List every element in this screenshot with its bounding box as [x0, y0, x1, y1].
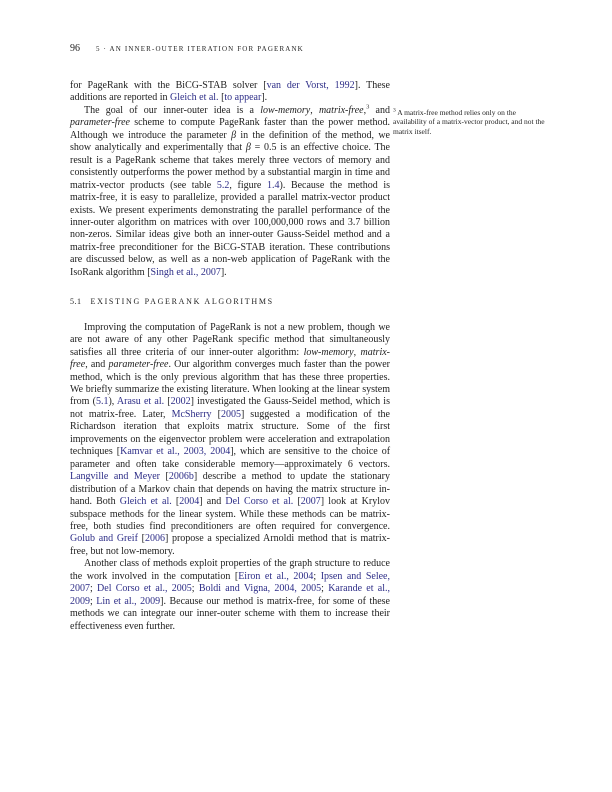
body-text: ), [108, 396, 117, 408]
body-text: ; [90, 595, 97, 607]
section-title: EXISTING PAGERANK ALGORITHMS [90, 297, 274, 307]
body-text: ] propose a specialized Arnoldi method that is matrix-free, but not low-memory. [70, 533, 390, 557]
citation-link[interactable]: 2004 [179, 496, 200, 508]
emphasis-text: matrix-free [318, 104, 364, 116]
emphasis-text: low-memory [260, 104, 311, 116]
emphasis-text: β [245, 142, 251, 154]
page-header [70, 38, 304, 56]
citation-link[interactable]: Lin et al., 2009 [96, 595, 161, 607]
body-text: , figure [229, 179, 267, 191]
citation-link[interactable]: 1.4 [267, 179, 280, 191]
body-text: , [363, 104, 367, 116]
citation-link[interactable]: Kamvar et al., 2003, 2004 [120, 446, 231, 458]
section-heading [70, 296, 390, 308]
body-text: for PageRank with the BiCG-STAB solver [ [70, 80, 267, 91]
emphasis-text: matrix-free [70, 346, 390, 371]
body-text: ]. Because our method is matrix-free, for some of these methods we can integrate our inner-outer scheme with them to increase their effectiveness even further. [70, 595, 390, 632]
body-text: ]. [261, 92, 268, 104]
body-text: ] suggested a modification of the Richardson iteration that exploits matrix structure. Some of the first improvements on the eigenvector problem were acceleration and extrapolation techniques [ [70, 408, 390, 458]
body-text: ] look at Krylov subspace methods for the linear system. While these methods can be matrix-free, both studies find preconditioners are often required for convergence. [70, 496, 390, 532]
emphasis-text: parameter-free [70, 117, 130, 129]
citation-link[interactable]: Ipsen and Selee, 2007 [70, 570, 390, 595]
body-text: The goal of our inner-outer idea is a [84, 104, 261, 116]
body-text: ]. [220, 266, 227, 278]
body-text: , and [85, 359, 109, 371]
body-text: ] describe a method to update the stationary distribution of a Markov chain that depends on having the matrix structure in-hand. Both [70, 471, 390, 508]
body-text: Improving the computation of PageRank is not a new problem, though we are not aware of any other PageRank specific method that simultaneously satisfies all three criteria of our inner-outer algorithm: [70, 321, 390, 358]
emphasis-text: parameter-free [108, 359, 169, 371]
citation-link[interactable]: to appear [224, 92, 262, 104]
body-text: [ [159, 471, 169, 483]
body-text: , [353, 346, 361, 358]
citation-link[interactable]: Del Corso et al. [225, 496, 294, 508]
footnote-marker: 3 [366, 103, 370, 111]
citation-link[interactable]: Singh et al., 2007 [150, 266, 221, 278]
body-text: [ [218, 92, 225, 104]
citation-link[interactable]: 2006 [144, 533, 165, 545]
citation-link[interactable]: Boldi and Vigna, 2004, 2005 [198, 583, 322, 595]
body-text: Another class of methods exploit properties of the graph structure to reduce the work involved in the computation [ [70, 558, 390, 582]
body-text: , [310, 104, 319, 116]
paragraph-intro-continuation [70, 80, 390, 105]
citation-link[interactable]: 5.1 [95, 396, 109, 408]
citation-link[interactable]: Golub and Greif [70, 533, 138, 545]
body-text: A matrix-free method relies only on the availability of a matrix-vector product, and not the matrix itself. [393, 108, 545, 136]
citation-link[interactable]: Del Corso et al., 2005 [97, 583, 192, 595]
emphasis-text: β [231, 129, 237, 141]
body-text: [ [164, 396, 171, 408]
citation-link[interactable]: McSherry [171, 408, 212, 420]
body-text: and [369, 104, 390, 116]
section-number: 5.1 [70, 297, 82, 307]
body-text: [ [293, 496, 301, 508]
body-text: ; [321, 583, 329, 595]
body-column [70, 80, 390, 633]
paragraph-graph-structure [70, 558, 390, 633]
citation-link[interactable]: Gleich et al. [119, 496, 172, 508]
citation-link[interactable]: Gleich et al. [169, 92, 219, 104]
citation-link[interactable]: 2007 [300, 496, 321, 508]
paragraph-existing-literature [70, 322, 390, 559]
body-text: [ [171, 496, 180, 508]
citation-link[interactable]: Eiron et al., 2004 [238, 570, 314, 582]
citation-link[interactable]: Arasu et al. [116, 396, 165, 408]
citation-link[interactable]: Langville and Meyer [70, 471, 160, 483]
body-text: ] investigated the Gauss-Seidel method, which is not matrix-free. Later, [70, 396, 390, 420]
body-text: ; [90, 583, 98, 595]
body-text: in the definition of the method, we show analytically and experimentally that [70, 129, 390, 154]
body-text: = 0.5 is an effective choice. The result is a PageRank scheme that takes merely three vectors of memory and consistently outperforms the power method by a substantial margin in time and matrix-vector products (see table [70, 142, 391, 191]
body-text: ). Because the method is matrix-free, it is easy to parallelize, provided a parallel matrix-vector product exists. We present experiments demonstrating the parallel performance of the inner-outer algorithm on matrices with over 100,000,000 rows and 3.7 billion non-zeros. Similar ideas give both an inner-outer Gauss-Seidel method and a matrix-free preconditioner for the BiCG-STAB iteration. These contributions are discussed below, as well as a non-web application of PageRank with the IsoRank algorithm [ [70, 179, 391, 278]
body-text: ; [191, 583, 199, 595]
body-text: [ [137, 533, 145, 545]
paragraph-goal [70, 105, 390, 279]
citation-link[interactable]: Karande et al., 2009 [70, 583, 390, 607]
page-number: 96 [70, 43, 80, 54]
emphasis-text: low-memory [303, 346, 354, 358]
running-head: 5 · AN INNER-OUTER ITERATION FOR PAGERANK [96, 45, 304, 53]
citation-link[interactable]: 2005 [220, 408, 241, 420]
margin-note-footnote [393, 108, 548, 136]
citation-link[interactable]: 2006b [168, 471, 194, 483]
citation-link[interactable]: 5.2 [216, 179, 230, 191]
footnote-marker: 3 [393, 107, 396, 114]
body-text: [ [211, 408, 221, 420]
body-text: scheme to compute PageRank faster than the power method. Although we introduce the parameter [70, 117, 390, 141]
body-text: ]. These additions are reported in [70, 80, 390, 104]
body-text: . Our algorithm converges much faster than the power method, which is the only previous algorithm that has these three properties. We briefly summarize the existing literature. When looking at the linear system from ( [70, 359, 390, 408]
citation-link[interactable]: van der Vorst, 1992 [266, 80, 355, 91]
citation-link[interactable]: 2002 [170, 396, 191, 408]
body-text: ; [313, 570, 321, 582]
body-text: ] and [199, 496, 226, 508]
body-text: ], which are sensitive to the choice of parameter and often take considerable memory—approximately 6 vectors. [70, 446, 391, 470]
